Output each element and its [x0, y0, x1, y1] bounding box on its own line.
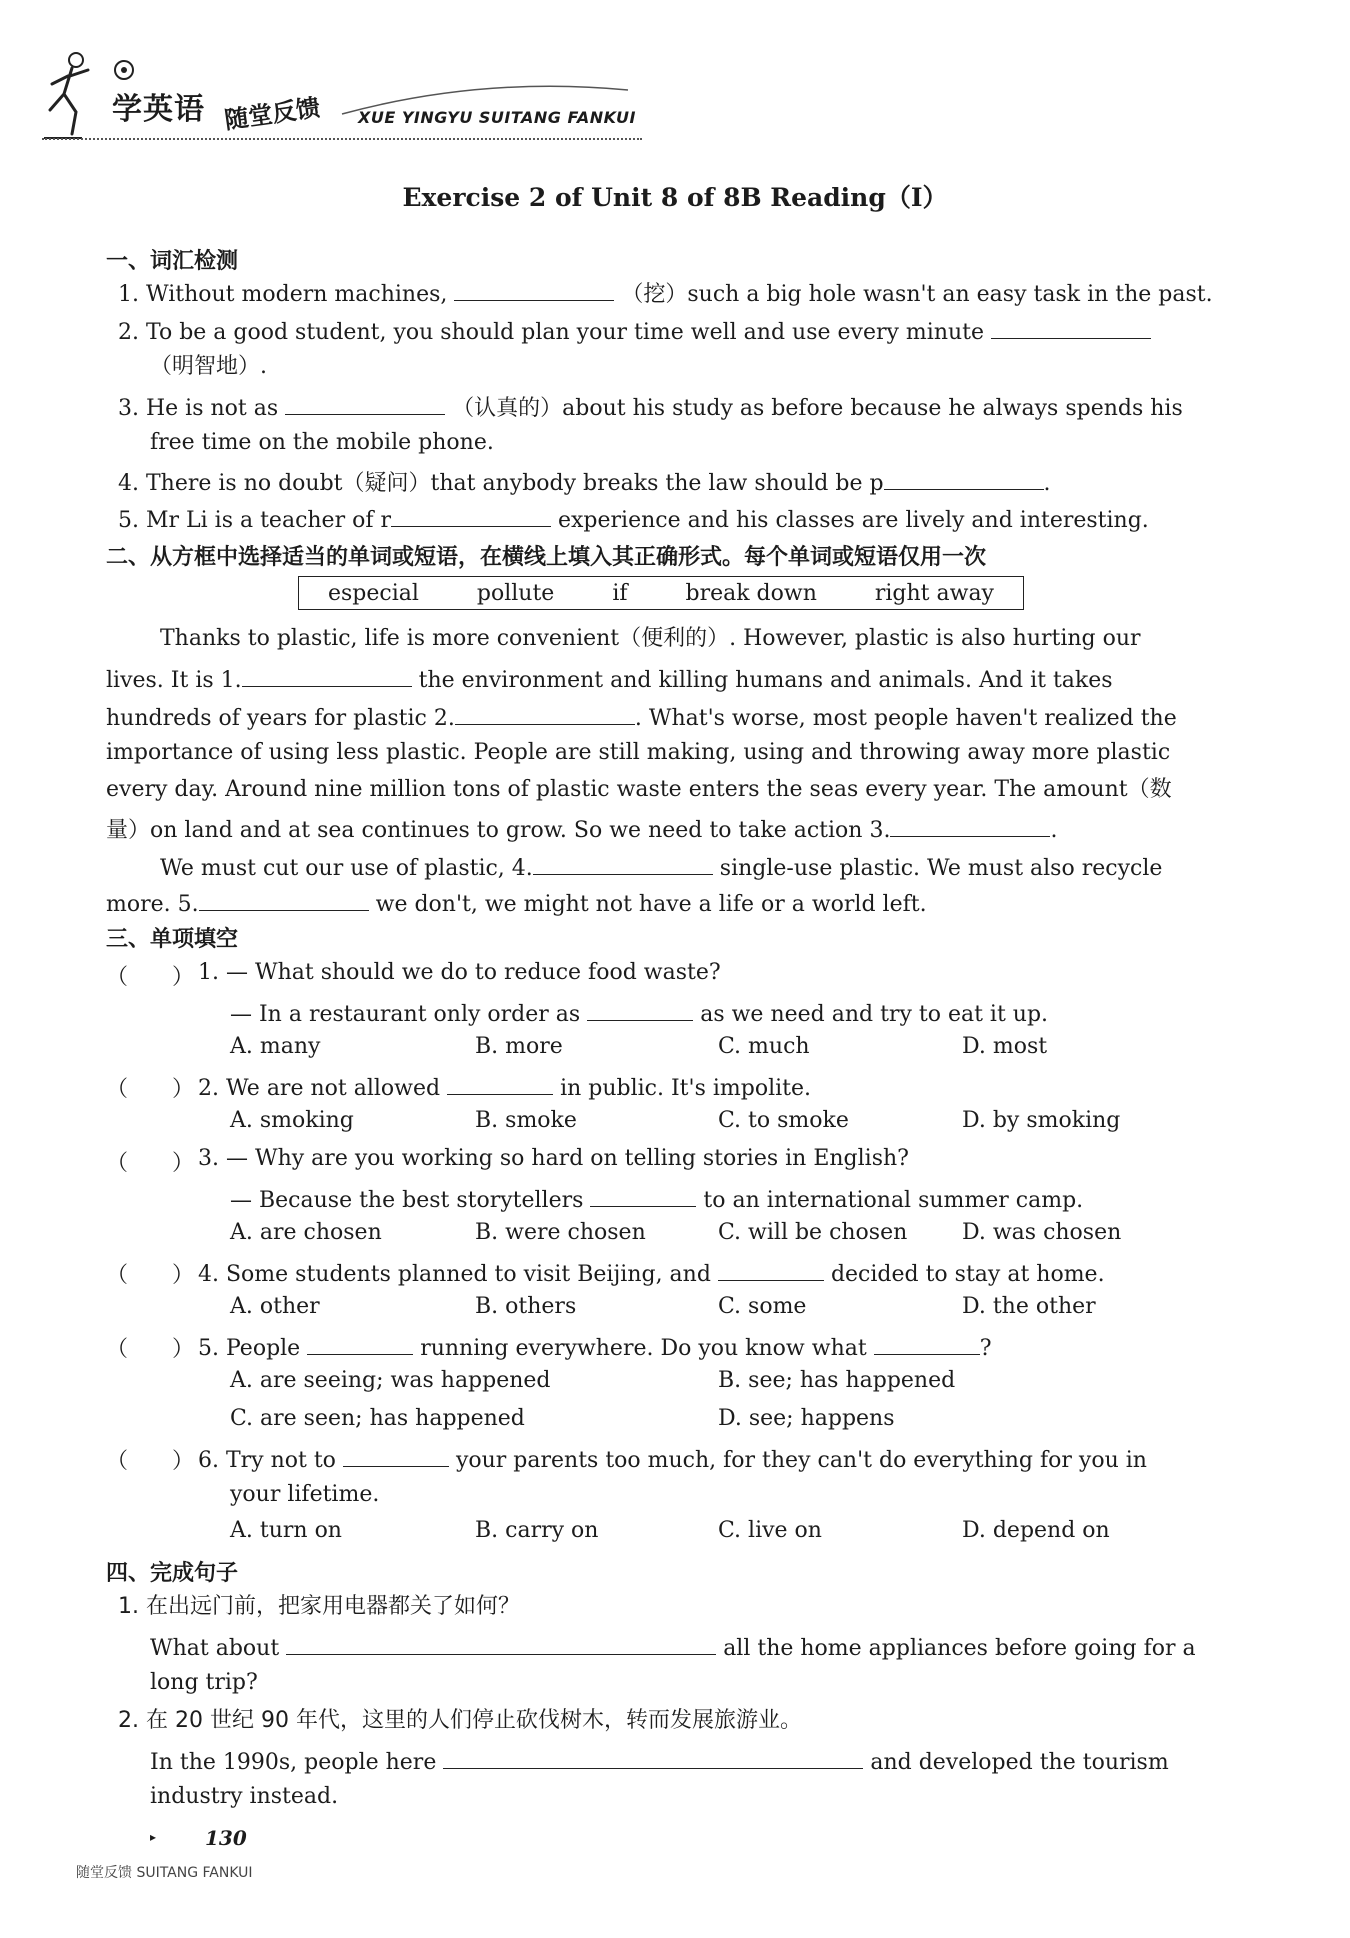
passage-line-1: Thanks to plastic, life is more convenient（便利的）. However, plastic is also hurting our: [160, 626, 1141, 651]
mc-option[interactable]: C. live on: [718, 1518, 822, 1543]
mc-text: 6. Try not to: [198, 1448, 336, 1473]
word-box-item: pollute: [476, 580, 555, 606]
s4-q2: [150, 1744, 1169, 1778]
s1-q1-text-b: （挖）such a big hole wasn't an easy task in the past.: [621, 282, 1213, 307]
answer-paren[interactable]: （ ）: [106, 1263, 195, 1288]
s1-q3-text-a: 3. He is not as: [118, 396, 279, 421]
s1-q5: [118, 502, 1149, 536]
section4-heading: 四、完成句子: [106, 1561, 239, 1586]
mc-option[interactable]: A. other: [230, 1294, 320, 1319]
mc-text: to an international summer camp.: [703, 1188, 1084, 1213]
answer-paren[interactable]: （ ）: [106, 1449, 195, 1474]
mc-q1-stem: 1. — What should we do to reduce food waste?: [198, 960, 721, 985]
passage-text: We must cut our use of plastic, 4.: [160, 856, 533, 881]
mc-option[interactable]: C. to smoke: [718, 1108, 849, 1133]
mc-text: as we need and try to eat it up.: [700, 1002, 1049, 1027]
mc-q2-blank: [447, 1070, 553, 1095]
s1-q5-text-a: 5. Mr Li is a teacher of r: [118, 508, 391, 533]
mc-option[interactable]: A. many: [230, 1034, 321, 1059]
s1-q2-blank[interactable]: [991, 314, 1151, 339]
passage-blank-2[interactable]: [455, 700, 635, 725]
mc-q1-line2: [230, 996, 1048, 1030]
answer-paren[interactable]: （ ）: [106, 1077, 195, 1102]
s1-q4: [118, 465, 1051, 499]
mc-q3-line2: [230, 1182, 1083, 1216]
word-box: [298, 576, 1024, 610]
passage-blank-1[interactable]: [242, 662, 412, 687]
s4-q1-chinese: 1. 在出远门前，把家用电器都关了如何？: [118, 1594, 520, 1619]
mc-text: 2. We are not allowed: [198, 1076, 441, 1101]
answer-paren[interactable]: （ ）: [106, 1151, 195, 1176]
mc-option[interactable]: B. others: [475, 1294, 577, 1319]
logo-cn2: 随堂反馈: [222, 93, 322, 135]
word-box-item: break down: [685, 580, 817, 606]
mc-option[interactable]: B. smoke: [475, 1108, 577, 1133]
passage-text: more. 5.: [106, 892, 199, 917]
passage-text: single-use plastic. We must also recycle: [719, 856, 1163, 881]
passage-line-4: importance of using less plastic. People are still making, using and throwing away more plastic: [106, 740, 1171, 765]
passage-text: . What's worse, most people haven't realized the: [634, 706, 1177, 731]
passage-text: lives. It is 1.: [106, 668, 242, 693]
s1-q5-text-b: experience and his classes are lively and interesting.: [557, 508, 1149, 533]
s1-q3-blank[interactable]: [285, 390, 445, 415]
mc-option[interactable]: A. smoking: [230, 1108, 354, 1133]
ball-icon: [112, 58, 136, 82]
s4-q2-chinese: 2. 在 20 世纪 90 年代，这里的人们停止砍伐树木，转而发展旅游业。: [118, 1708, 802, 1733]
passage-line-8: [106, 886, 927, 920]
s1-q4-blank[interactable]: [884, 465, 1044, 490]
s1-q2-cont: （明智地）.: [150, 354, 267, 379]
s1-q1-text-a: 1. Without modern machines,: [118, 282, 448, 307]
word-box-item: especial: [327, 580, 419, 606]
passage-text: hundreds of years for plastic 2.: [106, 706, 455, 731]
page-title: Exercise 2 of Unit 8 of 8B Reading（Ⅰ）: [402, 183, 948, 212]
s4-q1-cont: long trip?: [150, 1670, 258, 1695]
mc-q3-blank: [590, 1182, 696, 1207]
section2-heading: 二、从方框中选择适当的单词或短语，在横线上填入其正确形式。每个单词或短语仅用一次: [106, 545, 987, 570]
s1-q2: [118, 314, 1151, 348]
mc-text: decided to stay at home.: [830, 1262, 1105, 1287]
passage-text: .: [1050, 818, 1058, 843]
section3-heading: 三、单项填空: [106, 927, 239, 952]
mc-text: — Because the best storytellers: [230, 1188, 584, 1213]
mc-q1-blank: [587, 996, 693, 1021]
passage-line-6: [106, 812, 1057, 846]
passage-line-5: every day. Around nine million tons of plastic waste enters the seas every year. The amount（数: [106, 777, 1172, 802]
mc-text: 4. Some students planned to visit Beijing, and: [198, 1262, 711, 1287]
passage-text: the environment and killing humans and animals. And it takes: [418, 668, 1113, 693]
mc-option[interactable]: B. were chosen: [475, 1220, 646, 1245]
answer-paren[interactable]: （ ）: [106, 1337, 195, 1362]
s1-q1-blank[interactable]: [454, 276, 614, 301]
passage-text: 量）on land and at sea continues to grow. So we need to take action 3.: [106, 818, 891, 843]
s4-q2-cont: industry instead.: [150, 1784, 339, 1809]
mc-text: in public. It's impolite.: [560, 1076, 812, 1101]
mc-option[interactable]: C. much: [718, 1034, 810, 1059]
s4-text: and developed the tourism: [870, 1750, 1169, 1775]
mc-q6-cont: your lifetime.: [230, 1482, 380, 1507]
s1-q2-text-a: 2. To be a good student, you should plan your time well and use every minute: [118, 320, 985, 345]
s4-q1-blank[interactable]: [286, 1630, 716, 1655]
mc-option[interactable]: A. are seeing; was happened: [230, 1368, 551, 1393]
mc-q4-blank: [718, 1256, 824, 1281]
mc-option[interactable]: D. see; happens: [718, 1406, 895, 1431]
word-box-item: right away: [874, 580, 994, 606]
s1-q3-text-b: （认真的）about his study as before because he always spends his: [452, 396, 1183, 421]
runner-logo-icon: [42, 50, 106, 142]
mc-option[interactable]: B. see; has happened: [718, 1368, 956, 1393]
mc-q5-blank-1: [307, 1330, 413, 1355]
passage-text: we don't, we might not have a life or a world left.: [375, 892, 927, 917]
mc-text: — In a restaurant only order as: [230, 1002, 581, 1027]
mc-option[interactable]: D. depend on: [962, 1518, 1110, 1543]
word-box-item: if: [612, 580, 628, 606]
header: [42, 50, 642, 150]
mc-option[interactable]: D. was chosen: [962, 1220, 1122, 1245]
mc-option[interactable]: C. will be chosen: [718, 1220, 908, 1245]
mc-option[interactable]: C. some: [718, 1294, 807, 1319]
s1-q3: [118, 390, 1183, 424]
s4-text: In the 1990s, people here: [150, 1750, 437, 1775]
passage-blank-4[interactable]: [533, 850, 713, 875]
s1-q1: [118, 276, 1213, 310]
mc-q3-stem: 3. — Why are you working so hard on telling stories in English?: [198, 1146, 909, 1171]
s4-text: What about: [150, 1636, 280, 1661]
mc-q6-blank: [343, 1442, 449, 1467]
s1-q4-text-a: 4. There is no doubt（疑问）that anybody breaks the law should be p: [118, 471, 884, 496]
mc-q2-stem: [198, 1070, 811, 1104]
logo-en: XUE YINGYU SUITANG FANKUI: [358, 108, 636, 127]
passage-blank-3[interactable]: [890, 812, 1050, 837]
logo-cn: 学英语: [112, 92, 205, 127]
page-arrow-icon: ▸: [150, 1830, 157, 1844]
s1-q5-blank[interactable]: [391, 502, 551, 527]
mc-option[interactable]: D. the other: [962, 1294, 1096, 1319]
mc-option[interactable]: B. carry on: [475, 1518, 599, 1543]
passage-line-3: [106, 700, 1177, 734]
s4-q2-blank[interactable]: [443, 1744, 863, 1769]
s1-q4-text-b: .: [1043, 471, 1051, 496]
mc-option[interactable]: A. turn on: [230, 1518, 342, 1543]
mc-option[interactable]: C. are seen; has happened: [230, 1406, 525, 1431]
s4-text: all the home appliances before going for a: [723, 1636, 1196, 1661]
s1-q3-cont: free time on the mobile phone.: [150, 430, 494, 455]
page-number: 130: [205, 1826, 247, 1850]
mc-text: 5. People: [198, 1336, 301, 1361]
passage-line-2: [106, 662, 1113, 696]
mc-q5-stem: [198, 1330, 992, 1364]
mc-q5-blank-2: [874, 1330, 980, 1355]
answer-paren[interactable]: （ ）: [106, 965, 195, 990]
mc-q6-stem: [198, 1442, 1147, 1476]
mc-option[interactable]: D. most: [962, 1034, 1048, 1059]
passage-blank-5[interactable]: [199, 886, 369, 911]
mc-text: your parents too much, for they can't do everything for you in: [455, 1448, 1147, 1473]
s4-q1: [150, 1630, 1196, 1664]
passage-line-7: [160, 850, 1162, 884]
footer-brand: 随堂反馈 SUITANG FANKUI: [76, 1865, 253, 1881]
mc-option[interactable]: A. are chosen: [230, 1220, 382, 1245]
header-rule: [42, 138, 642, 140]
mc-text: running everywhere. Do you know what: [420, 1336, 867, 1361]
mc-option[interactable]: B. more: [475, 1034, 563, 1059]
mc-q4-stem: [198, 1256, 1105, 1290]
mc-text: ?: [979, 1336, 992, 1361]
mc-option[interactable]: D. by smoking: [962, 1108, 1121, 1133]
section1-heading: 一、词汇检测: [106, 249, 239, 274]
